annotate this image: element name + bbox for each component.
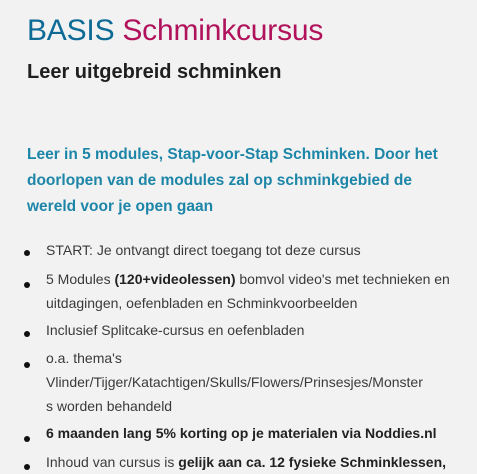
list-item-text: START: Je ontvangt direct toegang tot deze cursus [46,242,361,258]
list-item-text: Inclusief Splitcake-cursus en oefenbladen [46,322,305,338]
list-item [46,318,466,342]
list-item [46,346,466,418]
list-item [46,450,466,474]
title-main: Schminkcursus [122,14,324,47]
list-item-text: 5 Modules [46,271,115,287]
course-title [27,14,323,48]
list-item-line [46,267,466,291]
bullet-dot [24,436,30,442]
list-item-line [46,450,466,474]
bullet-dot [24,282,30,288]
list-item-bold: 6 maanden lang 5% korting op je materialen via Noddies.nl [46,425,437,441]
bullet-dot [24,250,30,256]
intro-line: Leer in 5 modules, Stap-voor-Stap Schminken. Door het [27,146,438,163]
list-item-text: uitdagingen, oefenbladen en Schminkvoorbeelden [46,295,358,311]
list-item [46,238,466,262]
list-item-text: s worden behandeld [46,398,173,414]
bullet-dot [24,331,30,337]
bullet-dot [24,362,30,368]
list-item [46,421,466,445]
list-item-bold: (120+videolessen) [114,271,236,287]
list-item-line [46,421,466,445]
bullet-dot [24,464,30,470]
list-item-text: Vlinder/Tijger/Katachtigen/Skulls/Flowers/Prinsesjes/Monster [46,374,423,390]
course-subtitle: Leer uitgebreid schminken [27,61,282,83]
list-item [46,267,466,315]
list-item-text: o.a. thema's [46,350,122,366]
title-prefix: BASIS [27,14,115,47]
list-item-text: Inhoud van cursus is [46,454,179,470]
list-item-text: bomvol video's met technieken en [235,271,450,287]
list-item-bold: gelijk aan ca. 12 fysieke Schminklessen, [178,454,447,470]
intro-line: wereld voor je open gaan [27,198,214,215]
intro-line: doorlopen van de modules zal op schminkgebied de [27,172,412,189]
intro-paragraph [27,142,467,220]
